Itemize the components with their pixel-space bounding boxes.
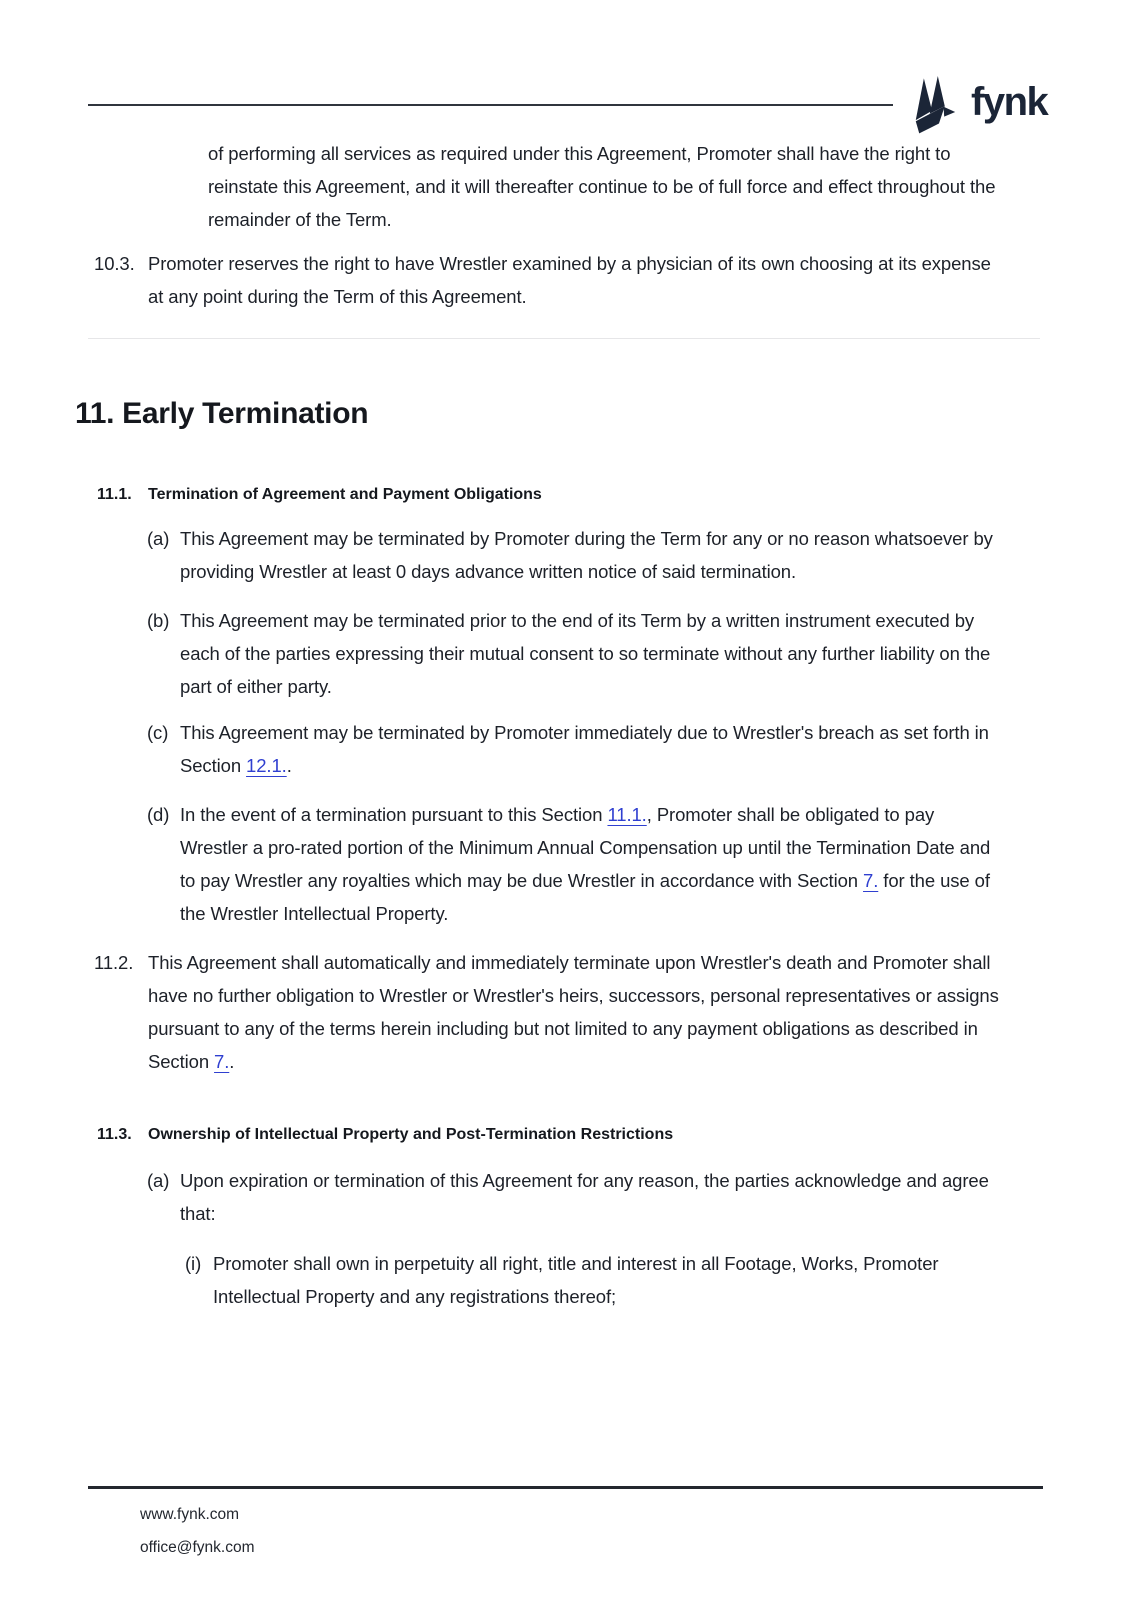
fynk-logo — [903, 76, 1047, 134]
clause-11-1-heading — [97, 486, 1005, 504]
footer — [140, 1498, 255, 1564]
clause-text — [180, 798, 1005, 930]
contract-body — [0, 137, 1131, 1313]
clause-letter: (d) — [147, 804, 170, 825]
clause-text: This Agreement may be terminated prior to the end of its Term by a written instrument executed by each of the parties expressing their mutual consent to so terminate without any further liability on the part of either party. — [180, 610, 991, 697]
section-7-link[interactable]: 7. — [863, 870, 879, 891]
section-11-heading: 11. Early Termination — [75, 397, 369, 430]
clause-text-segment: , Promoter shall be obligated to pay Wrestler a pro-rated portion of the Minimum Annual Compensation up until the Termination Date and to pay Wrestler any royalties which may be due Wrestler in accordance with Section — [180, 804, 991, 891]
clause-text-segment: . — [229, 1051, 235, 1072]
clause-11-1-d — [147, 798, 1005, 930]
clause-number: 10.3. — [94, 253, 135, 274]
clause-text-segment: for the use of the Wrestler Intellectual Property. — [180, 870, 990, 924]
clause-11-2 — [94, 946, 1005, 1078]
clause-letter: (a) — [147, 1170, 170, 1191]
clause-text: Upon expiration or termination of this Agreement for any reason, the parties acknowledge and agree that: — [180, 1170, 989, 1224]
clause-text-segment: This Agreement shall automatically and immediately terminate upon Wrestler's death and Promoter shall have no further obligation to Wrestler or Wrestler's heirs, successors, personal representatives or assigns pursuant to any of the terms herein including but not limited to any payment obligations as described in Section — [148, 952, 999, 1072]
section-divider — [88, 338, 1040, 339]
clause-11-3-a-i — [185, 1247, 1005, 1313]
clause-11-1-c — [147, 716, 1005, 782]
clause-text-segment: In the event of a termination pursuant to this Section — [180, 804, 608, 825]
clause-title: Termination of Agreement and Payment Obligations — [148, 486, 542, 503]
clause-11-3-a — [147, 1164, 1005, 1230]
footer-email: office@fynk.com — [140, 1539, 255, 1556]
clause-title: Ownership of Intellectual Property and Post-Termination Restrictions — [148, 1126, 674, 1143]
clause-number: 11.3. — [97, 1126, 132, 1143]
clause-text: Promoter reserves the right to have Wrestler examined by a physician of its own choosing at its expense at any point during the Term of this Agreement. — [148, 253, 991, 307]
footer-rule — [88, 1486, 1043, 1489]
clause-letter: (c) — [147, 722, 169, 743]
clause-text-segment: This Agreement may be terminated by Promoter immediately due to Wrestler's breach as set forth in Section — [180, 722, 989, 776]
clause-number: 11.2. — [94, 952, 134, 973]
clause-number: 11.1. — [97, 486, 132, 503]
header-rule — [88, 104, 893, 106]
clause-letter: (b) — [147, 610, 170, 631]
continuation-paragraph: of performing all services as required under this Agreement, Promoter shall have the right to reinstate this Agreement, and it will thereafter continue to be of full force and effect throughout the remainder of the Term. — [208, 143, 996, 230]
clause-roman: (i) — [185, 1253, 202, 1274]
footer-website: www.fynk.com — [140, 1506, 240, 1523]
section-12-1-link[interactable]: 12.1. — [246, 755, 287, 776]
clause-text: Promoter shall own in perpetuity all right, title and interest in all Footage, Works, Promoter Intellectual Property and any registrations thereof; — [213, 1253, 939, 1307]
clause-text — [180, 716, 1005, 782]
section-11-1-link[interactable]: 11.1. — [607, 804, 647, 825]
clause-text: This Agreement may be terminated by Promoter during the Term for any or no reason whatsoever by providing Wrestler at least 0 days advance written notice of said termination. — [180, 528, 993, 582]
clause-letter: (a) — [147, 528, 170, 549]
clause-11-1-b — [147, 604, 1005, 703]
clause-10-3 — [94, 247, 1005, 313]
section-7-link[interactable]: 7. — [214, 1051, 230, 1072]
clause-text — [148, 946, 1005, 1078]
clause-11-3-heading — [97, 1126, 1005, 1144]
clause-11-1-a — [147, 522, 1005, 588]
clause-text-segment: . — [286, 755, 292, 776]
origami-crane-icon — [903, 76, 961, 134]
fynk-wordmark: fynk — [971, 80, 1048, 124]
